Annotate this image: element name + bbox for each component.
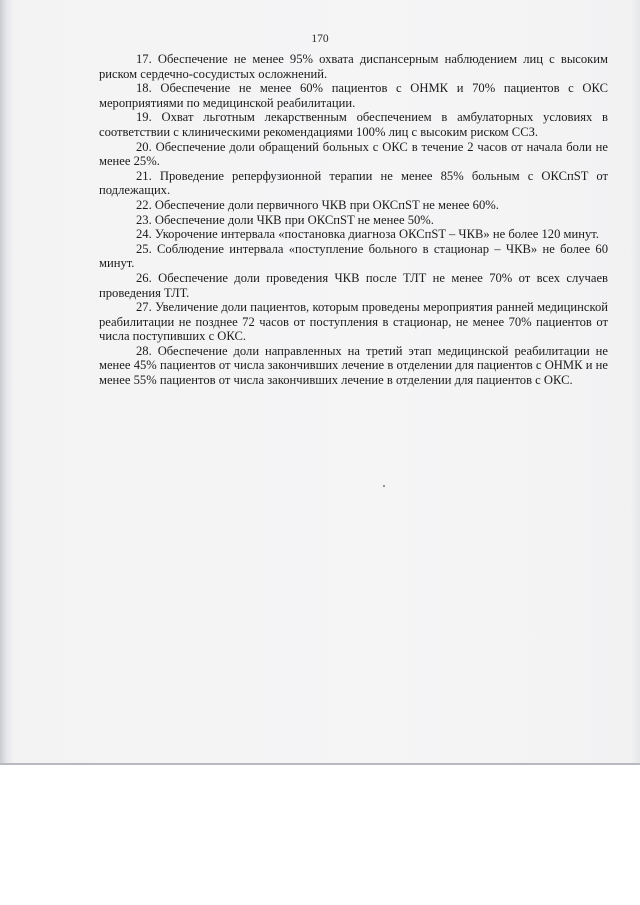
list-item-28: 28. Обеспечение доли направленных на третий этап медицинской реабилитации не менее 45% пациентов от числа закончивших лечение в отделении для пациентов с ОНМК и не менее 55% пациентов от числа закончивших лечение в отделении для пациентов с ОКС. bbox=[99, 343, 608, 388]
list-item-22: 22. Обеспечение доли первичного ЧКВ при ОКСпST не менее 60%. bbox=[136, 197, 499, 212]
list-item-24: 24. Укорочение интервала «постановка диагноза ОКСпST – ЧКВ» не более 120 минут. bbox=[136, 227, 599, 242]
list-item-19: 19. Охват льготным лекарственным обеспечением в амбулаторных условиях в соответствии с клиническими рекомендациями 100% лиц с высоким риском ССЗ. bbox=[99, 110, 608, 139]
scan-edge bbox=[630, 0, 640, 765]
list-item-17: 17. Обеспечение не менее 95% охвата диспансерным наблюдением лиц с высоким риском сердечно-сосудистых осложнений. bbox=[99, 52, 608, 81]
list-item-18: 18. Обеспечение не менее 60% пациентов с ОНМК и 70% пациентов с ОКС мероприятиями по медицинской реабилитации. bbox=[99, 81, 608, 110]
list-item-25: 25. Соблюдение интервала «поступление больного в стационар – ЧКВ» не более 60 минут. bbox=[99, 241, 608, 271]
list-item-27: 27. Увеличение доли пациентов, которым проведены мероприятия ранней медицинской реабилитации не позднее 72 часов от поступления в стационар, не менее 70% пациентов от числа поступивших с ОКС. bbox=[99, 300, 608, 344]
scan-speck bbox=[383, 485, 385, 487]
document-body bbox=[99, 52, 608, 388]
list-item-23: 23. Обеспечение доли ЧКВ при ОКСпST не менее 50%. bbox=[136, 212, 434, 227]
page-number: 170 bbox=[311, 33, 329, 45]
list-item-20: 20. Обеспечение доли обращений больных с ОКС в течение 2 часов от начала боли не менее 25%. bbox=[99, 139, 608, 169]
list-item-21: 21. Проведение реперфузионной терапии не менее 85% больным с ОКСпST от подлежащих. bbox=[99, 168, 608, 198]
list-item-26: 26. Обеспечение доли проведения ЧКВ после ТЛТ не менее 70% от всех случаев проведения ТЛТ. bbox=[99, 270, 608, 300]
